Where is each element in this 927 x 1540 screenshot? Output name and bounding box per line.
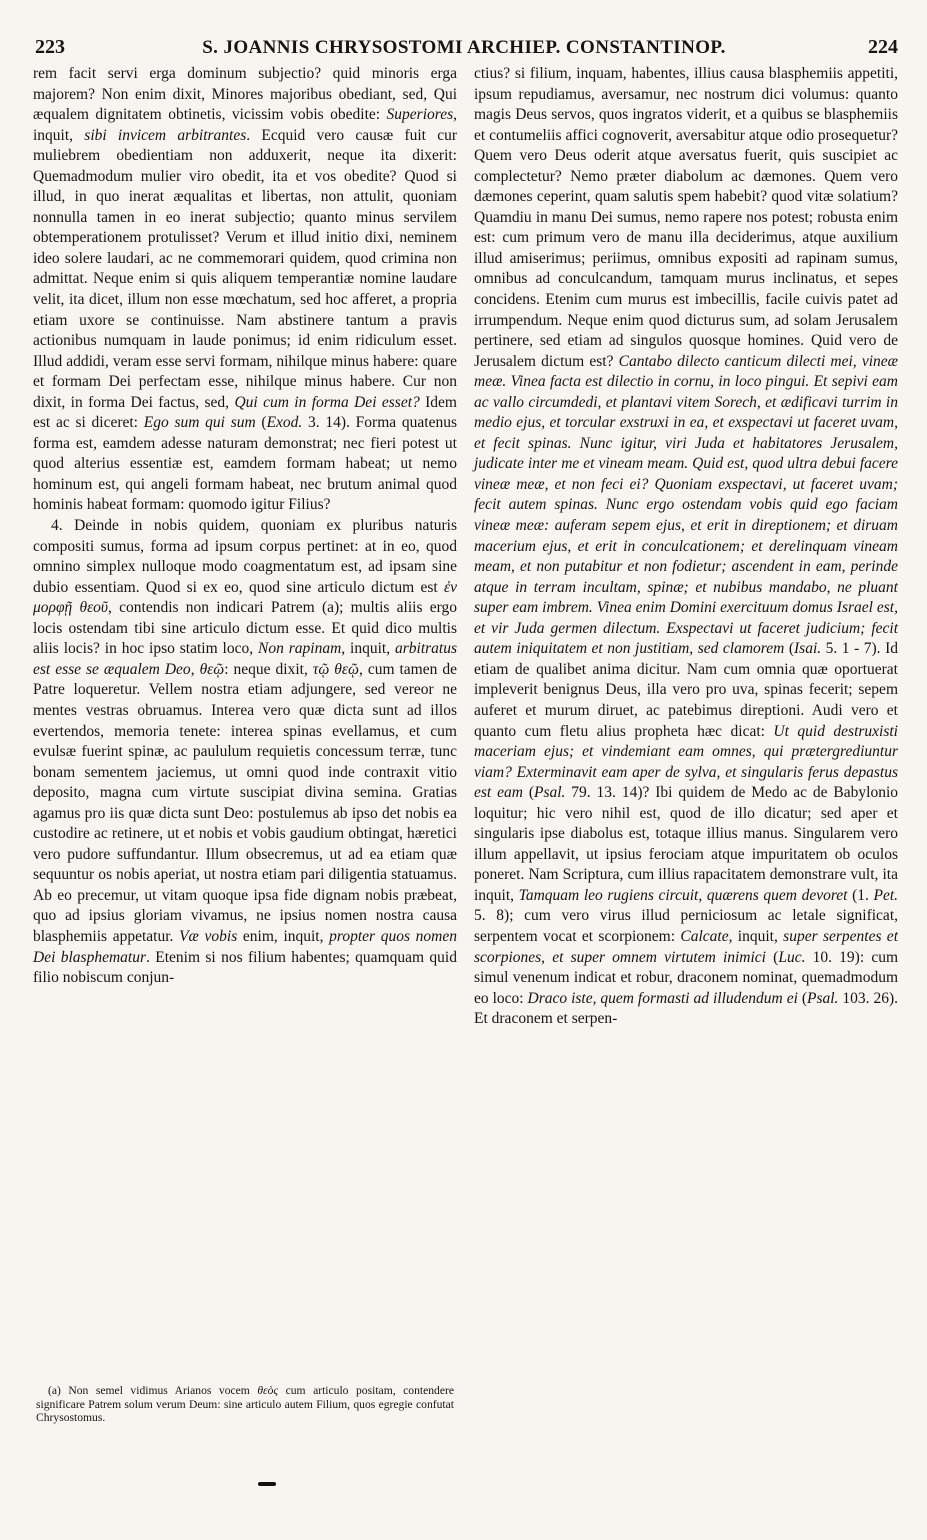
footnote [36,1384,454,1425]
footnote-text: (a) Non semel vidimus Arianos vocem θεὸς cum articulo positam, contendere significare Patrem solum verum Deum: sine articulo autem Filium, quos egregie confutat Chrysostomus. [36,1384,454,1424]
ink-mark [258,1482,276,1486]
running-header [30,30,898,60]
page-number-left: 223 [35,36,65,58]
left-column [33,64,457,989]
paragraph: 4. Deinde in nobis quidem, quoniam ex pluribus naturis compositi sumus, forma ad ipsum corpus pertinet: at in eo, quod omnino simplex nulloque modo coagmentatum est, ad ipsam sine dubio essentiam. Quod si ex eo, quod sine articulo dictum est ἐν μορφῇ θεοῦ, contendis non indicari Patrem (a); multis aliis ergo locis ostendam tibi sine articulo dictum esse. Et quid dico multis aliis locis? in hoc ipso statim loco, Non rapinam, inquit, arbitratus est esse se æqualem Deo, θεῷ: neque dixit, τῷ θεῷ, cum tamen de Patre loqueretur. Vellem nostra etiam adjungere, sed vereor ne mentes vestras obruamus. Interea vero quæ dicta sunt ad illos evertendos, memoria tenete: interea spinas evellamus, et cum evulsæ fuerint spinæ, ac paululum requietis concessum terræ, tunc bonam sementem jaciemus, ut omni quod inde contraxit vitio deposito, magna cum virtute suscipiat divina semina. Gratias agamus pro iis quæ dicta sunt Deo: postulemus ab ipso det nobis ea custodire ac retinere, ut et nobis et vobis gaudium obtingat, hæretici vero pudore suffundantur. Illum obsecremus, ut ad ea etiam quæ sequuntur os nobis aperiat, ut nostra etiam pari diligentia statuamus. Ab eo precemur, ut vitam quoque ipsa fide dignam nobis præbeat, quo ad ipsius gloriam vivamus, ne ipsius nomen nostra causa blasphemiis appetatur. Væ vobis enim, inquit, propter quos nomen Dei blasphematur. Etenim si nos filium habentes; quamquam quid filio nobiscum conjun- [33,517,458,987]
paragraph: ctius? si filium, inquam, habentes, illius causa blasphemiis appetiti, ipsum repudiamus, aversamur, nec nostrum dici volumus: quanto magis Deus servos, quos ingratos viderit, et a quibus se blasphemiis et contumeliis affici cognoverit, aversabitur atque odio prosequetur? Quem vero Deus oderit atque aversatus fuerit, quis suscipiet ac complectetur? Nemo præter diabolum ac dæmones. Quem vero dæmones ceperint, quam salutis spem habebit? quod vitæ solatium? Quamdiu in manu Dei sumus, nemo rapere nos potest; robusta enim est: cum primum vero de manu illa deciderimus, atque auxilium illud amiserimus; periimus, omnibus expositi ad rapinam sumus, omnibus ad conculcandum, tamquam murus inclinatus, et sepes concidens. Etenim cum murus est imbecillis, facile cuivis patet ad irrumpendum. Neque enim quod dicturus sum, ad solam Jerusalem pertinere, sed etiam ad singulos quosque homines. Quid vero de Jerusalem dictum est? Cantabo dilecto canticum dilecti mei, vineæ meæ. Vinea facta est dilectio in cornu, in loco pingui. Et sepivi eam ac vallo circumdedi, et plantavi vitem Sorech, et ædificavi turrim in medio ejus, et torcular exstruxi in ea, et exspectavi ut faceret uvam, et fecit spinas. Nunc igitur, viri Juda et habitatores Jerusalem, judicate inter me et vineam meam. Quid est, quod ultra debui facere vineæ meæ, et non feci ei? Quoniam exspectavi, ut faceret uvam; fecit autem spinas. Nunc ergo ostendam vobis quid ego faciam vineæ meæ: auferam sepem ejus, et erit in direptionem; et diruam macerium ejus, et erit in conculcationem; et derelinquam vineam meam, et non putabitur et non fodietur; ascendent in eam, perinde atque in terram incultam, spinæ; et nubibus mandabo, ne pluant super eam imbrem. Vinea enim Domini exercituum domus Israel est, et vir Juda germen dilectum. Exspectavi ut faceret judicium; fecit autem iniquitatem et non justitiam, sed clamorem (Isai. 5. 1 - 7). Id etiam de qualibet anima dicitur. Nam cum omnia quæ oportuerat impleverit benignus Deus, illa vero pro uva, spinas fecerit; sepem auferet et murum diruet, ac patebimus direptioni. Audi vero et quanto cum fletu alius propheta hæc dicat: Ut quid destruxisti maceriam ejus; et vindemiant eam omnes, qui prætergrediuntur viam? Exterminavit eam aper de sylva, et singularis ferus depastus est eam (Psal. 79. 13. 14)? Ibi quidem de Medo ac de Babylonio loquitur; hic vero nihil est, quod de illo dicatur; sed aper et singularis ipse diabolus est, totaque illius manus. Singularem vero illum appellavit, ut ipsius ferociam atque impuritatem ob oculos poneret. Nam Scriptura, cum illius rapacitatem demonstrare vult, ita inquit, Tamquam leo rugiens circuit, quærens quem devoret (1. Pet. 5. 8); cum vero virus illud perniciosum ac letale significat, serpentem vocat et scorpionem: Calcate, inquit, super serpentes et scorpiones, et super omnem virtutem inimici (Luc. 10. 19): cum simul venenum indicat et robur, draconem nominat, quemadmodum eo loco: Draco iste, quem formasti ad illudendum ei (Psal. 103. 26). Et draconem et serpen- [474,65,899,1028]
right-column [474,64,898,1030]
running-title: S. JOANNIS CHRYSOSTOMI ARCHIEP. CONSTANTINOP. [202,37,726,58]
page-number-right: 224 [868,36,898,58]
paragraph: rem facit servi erga dominum subjectio? quid minoris erga majorem? Non enim dixit, Minores majoribus obediant, sed, Qui æqualem dignitatem obtinetis, vicissim vobis obedite: Superiores, inquit, sibi invicem arbitrantes. Ecquid vero causæ fuit cur muliebrem obedientiam non adduxerit, neque ita dixerit: Quemadmodum mulier viro obedit, ita et vos obedite? Quod si illud, in quo inerat æqualitas et libertas, non attulit, quoniam nonnulla tamen in eo inerat subjectio; quanto minus servilem obtemperationem protulisset? Verum et illud initio dixi, neminem ideo solere laudari, ac ne commemorari quidem, quod crimina non admittat. Neque enim si quis aliquem temperantiæ nomine laudare velit, ita dicet, illum non esse mœchatum, sed hoc afferet, a propria etiam uxore se continuisse. Nam abstinere tantum a pravis actionibus numquam in laude ponimus; id enim ridiculum esset. Illud addidi, veram esse servi formam, nihilque minus habere: quare et formam Dei perfectam esse, nihilque minus habere. Cur non dixit, in forma Dei factus, sed, Qui cum in forma Dei esset? Idem est ac si diceret: Ego sum qui sum (Exod. 3. 14). Forma quatenus forma est, eamdem adesse naturam demonstrat; nec fieri potest ut quod alterius essentiæ est, eamdem formam habeat; ut nemo hominum est, qui angeli formam habeat, nec brutum animal quod hominis habeat formam: quomodo igitur Filius? [33,65,458,514]
